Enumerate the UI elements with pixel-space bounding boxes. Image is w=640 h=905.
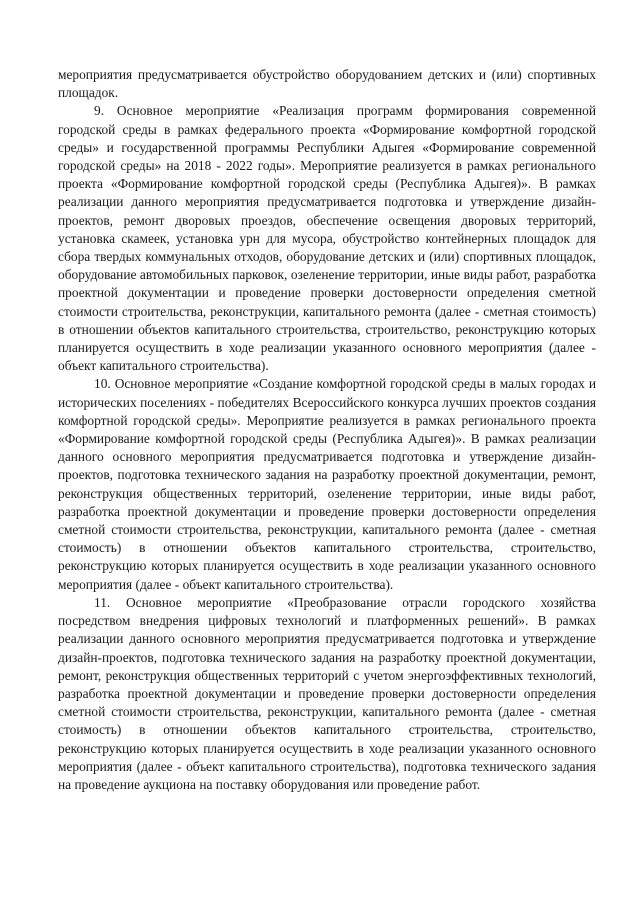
paragraph-item-9: 9. Основное мероприятие «Реализация программ формирования современной городской среды в рамках федерального проекта «Формирование комфортной городской среды» и государственной программы Республики Адыгея «Формирование современной городской среды» на 2018 - 2022 годы». Мероприятие реализуется в рамках регионального проекта «Формирование комфортной городской среды (Республика Адыгея)». В рамках реализации данного мероприятия предусматривается подготовка и утверждение дизайн-проектов, ремонт дворовых проездов, обеспечение освещения дворовых территорий, установка скамеек, установка урн для мусора, обустройство контейнерных площадок для сбора твердых коммунальных отходов, оборудование детских и (или) спортивных площадок, оборудование автомобильных парковок, озеленение территории, иные виды работ, разработка проектной документации и проведение проверки достоверности определения сметной стоимости строительства, реконструкции, капитального ремонта (далее - сметная стоимость) в отношении объектов капитального строительства, строительство, реконструкцию которых планируется осуществить в ходе реализации указанного основного мероприятия (далее - объект капитального строительства). xyxy=(58,103,596,374)
paragraph-item-11: 11. Основное мероприятие «Преобразование отрасли городского хозяйства посредством внедрения цифровых технологий и платформенных решений». В рамках реализации данного основного мероприятия предусматривается подготовка и утверждение дизайн-проектов, подготовка технического задания на разработку проектной документации, ремонт, реконструкция общественных территорий с учетом энергоэффективных технологий, разработка проектной документации и проведение проверки достоверности определения сметной стоимости строительства, реконструкции, капитального ремонта (далее - сметная стоимость) в отношении объектов капитального строительства, строительство, реконструкцию которых планируется осуществить в ходе реализации указанного основного мероприятия (далее - объект капитального строительства), подготовка технического задания на проведение аукциона на поставку оборудования или проведение работ. xyxy=(58,594,596,792)
paragraph-continuation: мероприятия предусматривается обустройство оборудованием детских и (или) спортивных площадок. xyxy=(58,67,596,101)
document-page xyxy=(58,66,596,794)
paragraph-item-10: 10. Основное мероприятие «Создание комфортной городской среды в малых городах и исторических поселениях - победителях Всероссийского конкурса лучших проектов создания комфортной городской среды». Мероприятие реализуется в рамках регионального проекта «Формирование комфортной городской среды (Республика Адыгея)». В рамках реализации данного основного мероприятия предусматривается подготовка и утверждение дизайн-проектов, подготовка технического задания на разработку проектной документации, ремонт, реконструкция общественных территорий, озеленение территории, иные виды работ, разработка проектной документации и проведение проверки достоверности определения сметной стоимости строительства, реконструкции, капитального ремонта (далее - сметная стоимость) в отношении объектов капитального строительства, строительство, реконструкцию которых планируется осуществить в ходе реализации указанного основного мероприятия (далее - объект капитального строительства). xyxy=(58,376,596,592)
